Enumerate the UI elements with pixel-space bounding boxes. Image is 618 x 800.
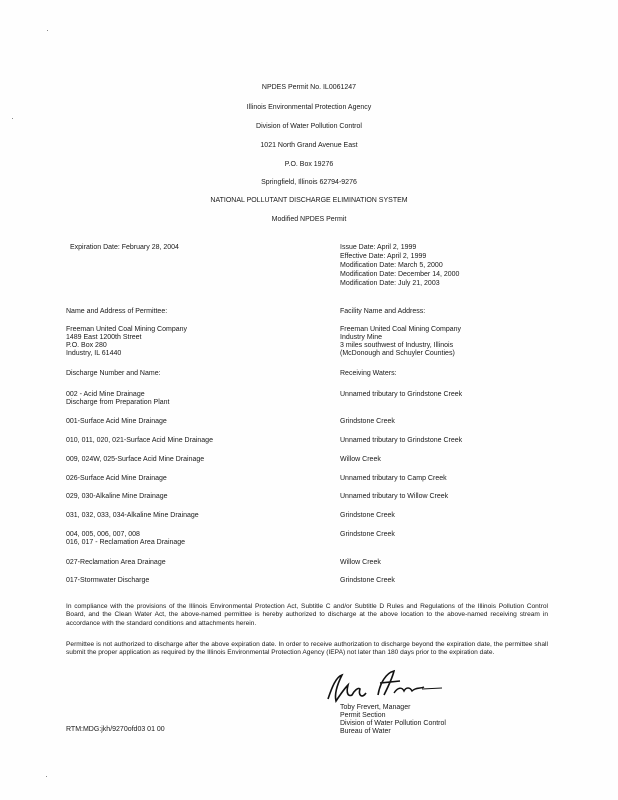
signer-title: Permit Section bbox=[340, 712, 386, 719]
effective-date: Effective Date: April 2, 1999 bbox=[340, 253, 427, 260]
facility-line: Industry Mine bbox=[340, 334, 383, 341]
modification-date-1: Modification Date: March 5, 2000 bbox=[340, 262, 443, 269]
receiving-water: Unnamed tributary to Camp Creek bbox=[340, 475, 447, 482]
signer-division: Division of Water Pollution Control bbox=[340, 720, 446, 727]
facility-line: Freeman United Coal Mining Company bbox=[340, 326, 461, 333]
division-name: Division of Water Pollution Control bbox=[256, 123, 362, 130]
modification-date-2: Modification Date: December 14, 2000 bbox=[340, 271, 460, 278]
receiving-heading: Receiving Waters: bbox=[340, 370, 397, 377]
scan-speck bbox=[12, 118, 13, 119]
permittee-line: Industry, IL 61440 bbox=[66, 350, 122, 357]
permit-type: Modified NPDES Permit bbox=[271, 216, 347, 223]
receiving-water: Willow Creek bbox=[340, 456, 381, 463]
discharge-name: 001-Surface Acid Mine Drainage bbox=[66, 418, 167, 425]
discharge-heading: Discharge Number and Name: bbox=[66, 370, 161, 377]
receiving-water: Unnamed tributary to Willow Creek bbox=[340, 493, 449, 500]
discharge-subname: Discharge from Preparation Plant bbox=[66, 399, 170, 406]
expiration-date: Expiration Date: February 28, 2004 bbox=[70, 244, 179, 251]
discharge-name: 026-Surface Acid Mine Drainage bbox=[66, 475, 167, 482]
receiving-water: Unnamed tributary to Grindstone Creek bbox=[340, 437, 463, 444]
modification-date-3: Modification Date: July 21, 2003 bbox=[340, 280, 440, 287]
system-title: NATIONAL POLLUTANT DISCHARGE ELIMINATION SYSTEM bbox=[210, 197, 408, 204]
scan-speck bbox=[46, 776, 47, 777]
signer-name: Toby Frevert, Manager bbox=[340, 704, 411, 711]
po-box: P.O. Box 19276 bbox=[284, 161, 334, 168]
receiving-water: Grindstone Creek bbox=[340, 418, 395, 425]
discharge-name: 009, 024W, 025-Surface Acid Mine Drainage bbox=[66, 456, 205, 463]
signer-bureau: Bureau of Water bbox=[340, 728, 391, 735]
street-address: 1021 North Grand Avenue East bbox=[260, 142, 358, 149]
permittee-line: 1489 East 1200th Street bbox=[66, 334, 142, 341]
authorization-paragraph: Permittee is not authorized to discharge after the above expiration date. In order to receive authorization to discharge beyond the expiration date, the permittee shall submit the proper application as required by the Illinois Environmental Protection Agency (IEPA) not later than 180 days prior to the expiration date. bbox=[66, 641, 548, 657]
receiving-water: Unnamed tributary to Grindstone Creek bbox=[340, 391, 463, 398]
scan-speck bbox=[47, 30, 48, 31]
permit-number: NPDES Permit No. IL0061247 bbox=[261, 84, 357, 91]
discharge-name: 031, 032, 033, 034-Alkaline Mine Drainage bbox=[66, 512, 199, 519]
receiving-water: Willow Creek bbox=[340, 559, 381, 566]
discharge-name: 004, 005, 006, 007, 008 bbox=[66, 531, 140, 538]
discharge-name: 010, 011, 020, 021-Surface Acid Mine Drainage bbox=[66, 437, 213, 444]
agency-name: Illinois Environmental Protection Agency bbox=[246, 104, 372, 111]
discharge-name: 002 - Acid Mine Drainage bbox=[66, 391, 145, 398]
footer-code: RTM:MDG:jkh/9270ofd03 01 00 bbox=[66, 726, 165, 733]
receiving-water: Grindstone Creek bbox=[340, 577, 395, 584]
discharge-subname: 016, 017 - Reclamation Area Drainage bbox=[66, 539, 186, 546]
receiving-water: Grindstone Creek bbox=[340, 531, 395, 538]
facility-heading: Facility Name and Address: bbox=[340, 308, 426, 315]
discharge-name: 027-Reclamation Area Drainage bbox=[66, 559, 166, 566]
permittee-line: P.O. Box 280 bbox=[66, 342, 107, 349]
discharge-name: 017-Stormwater Discharge bbox=[66, 577, 150, 584]
permittee-line: Freeman United Coal Mining Company bbox=[66, 326, 187, 333]
permittee-heading: Name and Address of Permittee: bbox=[66, 308, 168, 315]
city-state-zip: Springfield, Illinois 62794-9276 bbox=[261, 179, 357, 186]
receiving-water: Grindstone Creek bbox=[340, 512, 395, 519]
facility-line: 3 miles southwest of Industry, Illinois bbox=[340, 342, 454, 349]
facility-line: (McDonough and Schuyler Counties) bbox=[340, 350, 455, 357]
compliance-paragraph: In compliance with the provisions of the Illinois Environmental Protection Act, Subtitle C and/or Subtitle D Rules and Regulations of the Illinois Pollution Control Board, and the Clean Water Act, the above-named permittee is hereby authorized to discharge at the above location to the above-named receiving stream in accordance with the standard conditions and attachments herein. bbox=[66, 603, 548, 627]
issue-date: Issue Date: April 2, 1999 bbox=[340, 244, 417, 251]
discharge-name: 029, 030-Alkaline Mine Drainage bbox=[66, 493, 168, 500]
